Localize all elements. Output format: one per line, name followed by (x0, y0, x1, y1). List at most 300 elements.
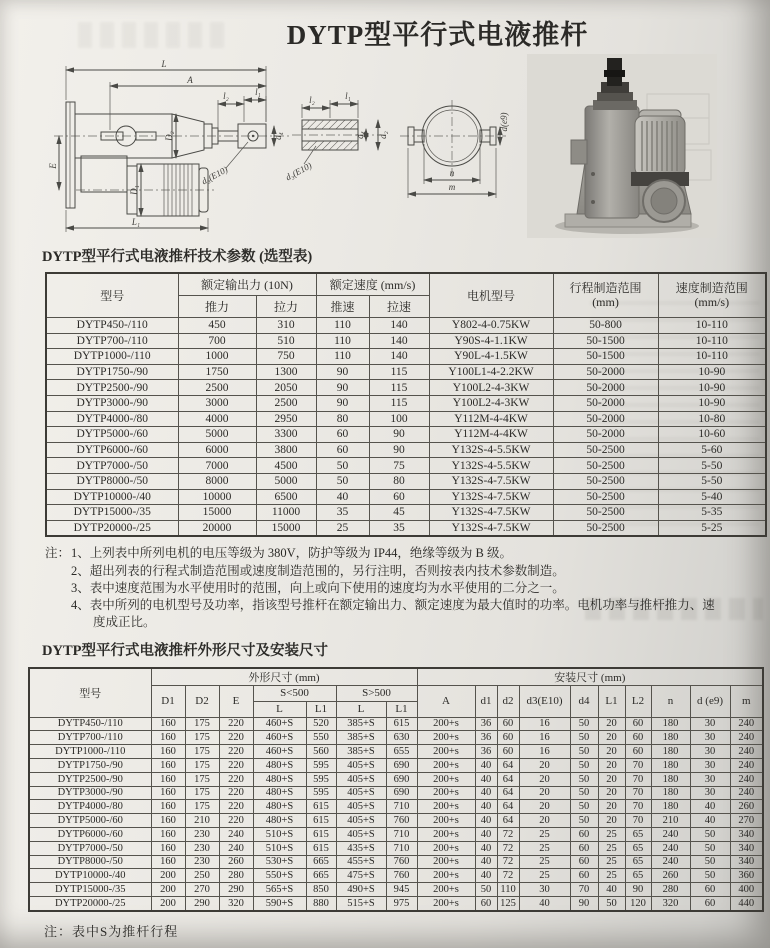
value-cell: 280 (219, 869, 253, 883)
value-cell: 60 (316, 442, 369, 458)
value-cell: 230 (185, 827, 219, 841)
col-header-de9: d (e9) (690, 685, 730, 717)
dim-label-d3: d₃(E10) (199, 164, 230, 187)
col-header-D2: D2 (185, 685, 219, 717)
model-cell: DYTP700-/110 (46, 333, 178, 349)
value-cell: 35 (316, 505, 369, 521)
value-cell: 30 (690, 731, 730, 745)
value-cell: 180 (651, 758, 690, 772)
value-cell: 50 (570, 786, 598, 800)
value-cell: 385+S (336, 731, 386, 745)
value-cell: 270 (730, 814, 763, 828)
value-cell: 50 (570, 814, 598, 828)
value-cell: 25 (598, 841, 625, 855)
value-cell: 20 (598, 731, 625, 745)
value-cell: 690 (386, 772, 417, 786)
note-item: 4、表中所列的电机型号及功率，指该型号推杆在额定输出力、额定速度为最大值时的功率。电机功率与推杆推力、速度成正比。 (71, 598, 715, 630)
table-row (46, 364, 766, 380)
value-cell: 250 (185, 869, 219, 883)
value-cell: Y90L-4-1.5KW (429, 349, 553, 365)
section1-heading: DYTP型平行式电液推杆技术参数 (选型表) (42, 249, 313, 265)
value-cell: 90 (625, 883, 651, 897)
table-row (29, 883, 763, 897)
value-cell: 595 (306, 786, 336, 800)
col-header-d2: d2 (497, 685, 519, 717)
model-cell: DYTP6000-/60 (29, 827, 151, 841)
value-cell: 460+S (253, 731, 306, 745)
value-cell: 180 (651, 717, 690, 731)
side-view (48, 59, 290, 232)
value-cell: 75 (369, 458, 429, 474)
value-cell: 175 (185, 758, 219, 772)
value-cell: 180 (651, 772, 690, 786)
col-header-L1: L1 (598, 685, 625, 717)
value-cell: 140 (369, 349, 429, 365)
value-cell: 160 (151, 827, 185, 841)
value-cell: 40 (475, 772, 497, 786)
value-cell: 4500 (256, 458, 316, 474)
table-row (29, 745, 763, 759)
value-cell: 5-40 (658, 489, 766, 505)
value-cell: 5-25 (658, 520, 766, 536)
value-cell: 260 (651, 869, 690, 883)
value-cell: 220 (219, 745, 253, 759)
model-cell: DYTP20000-/25 (46, 520, 178, 536)
value-cell: 175 (185, 717, 219, 731)
value-cell: 35 (369, 520, 429, 536)
value-cell: 10-90 (658, 380, 766, 396)
value-cell: 40 (475, 758, 497, 772)
notes-label: 注： (45, 546, 71, 561)
model-cell: DYTP450-/110 (29, 717, 151, 731)
value-cell: 50 (570, 731, 598, 745)
value-cell: 6500 (256, 489, 316, 505)
value-cell: 80 (369, 473, 429, 489)
value-cell: 65 (625, 841, 651, 855)
value-cell: 455+S (336, 855, 386, 869)
value-cell: 760 (386, 869, 417, 883)
page-title: DYTP型平行式电液推杆 (286, 20, 589, 50)
value-cell: 10-60 (658, 427, 766, 443)
value-cell: 200+s (417, 896, 475, 910)
value-cell: 240 (651, 841, 690, 855)
value-cell: 460+S (253, 745, 306, 759)
value-cell: 30 (690, 745, 730, 759)
value-cell: 64 (497, 772, 519, 786)
value-cell: 36 (475, 731, 497, 745)
value-cell: 65 (625, 827, 651, 841)
value-cell: 200+s (417, 883, 475, 897)
value-cell: 510 (256, 333, 316, 349)
value-cell: 160 (151, 717, 185, 731)
value-cell: 50 (690, 827, 730, 841)
col-header-pull-speed: 拉速 (369, 296, 429, 318)
value-cell: 200+s (417, 869, 475, 883)
value-cell: 200+s (417, 786, 475, 800)
value-cell: 700 (178, 333, 256, 349)
value-cell: 2500 (256, 395, 316, 411)
value-cell: 16 (519, 745, 570, 759)
value-cell: 90 (316, 395, 369, 411)
value-cell: 40 (475, 827, 497, 841)
table-row (29, 814, 763, 828)
value-cell: 405+S (336, 786, 386, 800)
value-cell: 20 (598, 800, 625, 814)
value-cell: 16 (519, 717, 570, 731)
value-cell: 615 (306, 841, 336, 855)
model-cell: DYTP15000-/35 (46, 505, 178, 521)
value-cell: 16 (519, 731, 570, 745)
value-cell: 40 (690, 800, 730, 814)
figure-row (0, 54, 770, 238)
value-cell: 220 (219, 814, 253, 828)
value-cell: 3800 (256, 442, 316, 458)
value-cell: 25 (598, 869, 625, 883)
model-cell: DYTP700-/110 (29, 731, 151, 745)
value-cell: 70 (625, 814, 651, 828)
value-cell: 50-2500 (553, 505, 658, 521)
table-row (46, 458, 766, 474)
model-cell: DYTP8000-/50 (46, 473, 178, 489)
value-cell: 45 (369, 505, 429, 521)
value-cell: 100 (369, 411, 429, 427)
value-cell: 7000 (178, 458, 256, 474)
value-cell: 240 (730, 786, 763, 800)
value-cell: 20 (598, 717, 625, 731)
value-cell: 25 (598, 827, 625, 841)
value-cell: Y132S-4-7.5KW (429, 473, 553, 489)
value-cell: 1300 (256, 364, 316, 380)
col-header-m: m (730, 685, 763, 717)
value-cell: 10000 (178, 489, 256, 505)
value-cell: 5000 (256, 473, 316, 489)
value-cell: 200 (151, 883, 185, 897)
model-cell: DYTP8000-/50 (29, 855, 151, 869)
value-cell: 340 (730, 841, 763, 855)
col-header-d4: d4 (570, 685, 598, 717)
value-cell: 210 (185, 814, 219, 828)
dim-label-D2: D₂ (164, 131, 174, 141)
value-cell: 530+S (253, 855, 306, 869)
value-cell: 40 (598, 883, 625, 897)
value-cell: 240 (730, 731, 763, 745)
value-cell: 280 (651, 883, 690, 897)
dim-label-d4: d₄ (273, 132, 283, 140)
note-item: 2、超出列表的行程式制造范围或速度制造范围的，另行注明，否则按表内技术参数制造。 (71, 563, 565, 578)
value-cell: 270 (185, 883, 219, 897)
col-header-E: E (219, 685, 253, 717)
value-cell: 550+S (253, 869, 306, 883)
value-cell: 480+S (253, 772, 306, 786)
value-cell: 65 (625, 869, 651, 883)
value-cell: 72 (497, 827, 519, 841)
col-header-d1: d1 (475, 685, 497, 717)
section-view (284, 91, 388, 182)
dim-label-A: A (187, 75, 193, 85)
value-cell: 220 (219, 786, 253, 800)
col-header-push-force: 推力 (178, 296, 256, 318)
value-cell: 515+S (336, 896, 386, 910)
value-cell: 220 (219, 731, 253, 745)
dim-label-d4: d₄ (355, 131, 365, 139)
col-header-n: n (651, 685, 690, 717)
dim-label-d2: d₂ (378, 131, 388, 139)
value-cell: 50-2000 (553, 395, 658, 411)
value-cell: 8000 (178, 473, 256, 489)
col-header-rated-speed: 额定速度 (mm/s) (316, 273, 429, 296)
value-cell: 30 (519, 883, 570, 897)
value-cell: 11000 (256, 505, 316, 521)
col-header-model: 型号 (46, 273, 178, 318)
value-cell: 850 (306, 883, 336, 897)
table-row (46, 349, 766, 365)
value-cell: 50-2500 (553, 442, 658, 458)
table-row (46, 489, 766, 505)
value-cell: Y90S-4-1.1KW (429, 333, 553, 349)
value-cell: 460+S (253, 717, 306, 731)
value-cell: 975 (386, 896, 417, 910)
value-cell: 110 (316, 318, 369, 334)
col-header-A: A (417, 685, 475, 717)
value-cell: 50 (570, 758, 598, 772)
col-group-outline: 外形尺寸 (mm) (151, 668, 417, 686)
col-header-L-lt: L (253, 701, 306, 717)
table-row (46, 411, 766, 427)
value-cell: 115 (369, 364, 429, 380)
value-cell: 40 (690, 814, 730, 828)
value-cell: Y132S-4-7.5KW (429, 505, 553, 521)
value-cell: 440 (730, 896, 763, 910)
col-header-L1-lt: L1 (306, 701, 336, 717)
value-cell: 50 (570, 717, 598, 731)
value-cell: 1750 (178, 364, 256, 380)
value-cell: 20 (519, 814, 570, 828)
value-cell: 140 (369, 318, 429, 334)
col-header-speed-range: 速度制造范围 (mm/s) (658, 273, 766, 318)
value-cell: 340 (730, 855, 763, 869)
value-cell: 50-1500 (553, 349, 658, 365)
value-cell: 710 (386, 841, 417, 855)
value-cell: 160 (151, 758, 185, 772)
model-cell: DYTP20000-/25 (29, 896, 151, 910)
value-cell: 435+S (336, 841, 386, 855)
value-cell: 160 (151, 814, 185, 828)
value-cell: 50-2500 (553, 473, 658, 489)
value-cell: 200+s (417, 814, 475, 828)
value-cell: 2500 (178, 380, 256, 396)
col-header-stroke-range: 行程制造范围 (mm) (553, 273, 658, 318)
value-cell: 60 (475, 896, 497, 910)
value-cell: 90 (369, 427, 429, 443)
value-cell: 72 (497, 855, 519, 869)
model-cell: DYTP2500-/90 (46, 380, 178, 396)
table-row (46, 442, 766, 458)
col-header-L-gt: L (336, 701, 386, 717)
dim-label-l2: l₂ (223, 91, 229, 101)
value-cell: 60 (497, 745, 519, 759)
value-cell: 160 (151, 800, 185, 814)
value-cell: 64 (497, 800, 519, 814)
value-cell: 50-2500 (553, 458, 658, 474)
model-cell: DYTP5000-/60 (29, 814, 151, 828)
value-cell: Y132S-4-7.5KW (429, 520, 553, 536)
value-cell: 405+S (336, 827, 386, 841)
table-row (46, 333, 766, 349)
value-cell: 40 (475, 800, 497, 814)
value-cell: 140 (369, 333, 429, 349)
value-cell: 50 (570, 800, 598, 814)
value-cell: 510+S (253, 841, 306, 855)
col-group-install: 安装尺寸 (mm) (417, 668, 763, 686)
value-cell: 50 (316, 458, 369, 474)
table-row (29, 800, 763, 814)
value-cell: 475+S (336, 869, 386, 883)
value-cell: 360 (730, 869, 763, 883)
value-cell: Y132S-4-5.5KW (429, 458, 553, 474)
model-cell: DYTP1000-/110 (46, 349, 178, 365)
value-cell: 880 (306, 896, 336, 910)
value-cell: 72 (497, 869, 519, 883)
model-cell: DYTP6000-/60 (46, 442, 178, 458)
value-cell: 595 (306, 758, 336, 772)
value-cell: 180 (651, 731, 690, 745)
value-cell: 240 (651, 827, 690, 841)
value-cell: 50-1500 (553, 333, 658, 349)
value-cell: 20 (519, 786, 570, 800)
value-cell: 20000 (178, 520, 256, 536)
section2-heading: DYTP型平行式电液推杆外形尺寸及安装尺寸 (42, 642, 328, 659)
dim-label-l1: l₁ (345, 91, 351, 101)
value-cell: 40 (475, 855, 497, 869)
model-cell: DYTP7000-/50 (29, 841, 151, 855)
value-cell: 64 (497, 786, 519, 800)
col-header-s-gt-500: S>500 (336, 685, 417, 701)
value-cell: 30 (690, 786, 730, 800)
value-cell: 90 (369, 442, 429, 458)
table-row (29, 896, 763, 910)
value-cell: 385+S (336, 745, 386, 759)
value-cell: 50 (570, 772, 598, 786)
value-cell: 60 (625, 717, 651, 731)
value-cell: 290 (219, 883, 253, 897)
value-cell: 60 (690, 883, 730, 897)
table-row (46, 520, 766, 536)
model-cell: DYTP7000-/50 (46, 458, 178, 474)
value-cell: 480+S (253, 786, 306, 800)
end-view (400, 100, 509, 198)
note-item: 1、上列表中所列电机的电压等级为 380V，防护等级为 IP44，绝缘等级为 B 级。 (71, 546, 512, 561)
value-cell: 200+s (417, 772, 475, 786)
table-row (29, 758, 763, 772)
col-header-D1: D1 (151, 685, 185, 717)
value-cell: 30 (690, 758, 730, 772)
value-cell: 90 (316, 364, 369, 380)
dim-label-D1: D₁ (129, 185, 139, 195)
value-cell: 60 (316, 427, 369, 443)
value-cell: 200+s (417, 758, 475, 772)
dimension-drawing (48, 56, 514, 238)
value-cell: 10-110 (658, 318, 766, 334)
value-cell: 210 (651, 814, 690, 828)
value-cell: 40 (475, 786, 497, 800)
value-cell: 30 (690, 772, 730, 786)
value-cell: 25 (519, 841, 570, 855)
value-cell: 520 (306, 717, 336, 731)
value-cell: 5-35 (658, 505, 766, 521)
col-header-L2: L2 (625, 685, 651, 717)
value-cell: 20 (598, 758, 625, 772)
value-cell: 60 (497, 731, 519, 745)
table-row (46, 505, 766, 521)
value-cell: 50 (475, 883, 497, 897)
value-cell: 50 (598, 896, 625, 910)
value-cell: 240 (730, 717, 763, 731)
value-cell: 615 (386, 717, 417, 731)
value-cell: 30 (690, 717, 730, 731)
value-cell: 655 (386, 745, 417, 759)
value-cell: 710 (386, 827, 417, 841)
value-cell: 175 (185, 786, 219, 800)
value-cell: 64 (497, 814, 519, 828)
value-cell: 2950 (256, 411, 316, 427)
value-cell: Y100L2-4-3KW (429, 380, 553, 396)
value-cell: 20 (519, 758, 570, 772)
note-item: 3、表中速度范围为水平使用时的范围，向上或向下使用的速度均为水平使用的二分之一。 (71, 580, 565, 595)
value-cell: 200+s (417, 841, 475, 855)
value-cell: 160 (151, 841, 185, 855)
value-cell: 340 (730, 827, 763, 841)
value-cell: 50 (316, 473, 369, 489)
value-cell: 590+S (253, 896, 306, 910)
dimension-table (28, 667, 764, 912)
value-cell: 615 (306, 800, 336, 814)
table-row (29, 786, 763, 800)
col-header-s-lt-500: S<500 (253, 685, 336, 701)
value-cell: Y100L2-4-3KW (429, 395, 553, 411)
value-cell: 20 (519, 800, 570, 814)
value-cell: 510+S (253, 827, 306, 841)
value-cell: 70 (570, 883, 598, 897)
value-cell: 480+S (253, 814, 306, 828)
value-cell: 160 (151, 731, 185, 745)
col-header-motor: 电机型号 (429, 273, 553, 318)
value-cell: 5000 (178, 427, 256, 443)
dimension-table-body (29, 717, 763, 911)
value-cell: 90 (570, 896, 598, 910)
value-cell: 20 (598, 786, 625, 800)
value-cell: 200 (151, 896, 185, 910)
value-cell: 15000 (256, 520, 316, 536)
value-cell: 565+S (253, 883, 306, 897)
value-cell: 36 (475, 745, 497, 759)
value-cell: 72 (497, 841, 519, 855)
value-cell: 240 (219, 827, 253, 841)
col-header-d3: d3(E10) (519, 685, 570, 717)
value-cell: 480+S (253, 758, 306, 772)
value-cell: 405+S (336, 800, 386, 814)
value-cell: 50-2000 (553, 427, 658, 443)
value-cell: 1000 (178, 349, 256, 365)
table-row (29, 731, 763, 745)
value-cell: 220 (219, 758, 253, 772)
product-photo (527, 54, 717, 238)
model-cell: DYTP1750-/90 (29, 758, 151, 772)
dim-label-m: m (448, 182, 456, 192)
value-cell: 80 (316, 411, 369, 427)
value-cell: 320 (651, 896, 690, 910)
value-cell: 60 (570, 869, 598, 883)
value-cell: 10-90 (658, 395, 766, 411)
